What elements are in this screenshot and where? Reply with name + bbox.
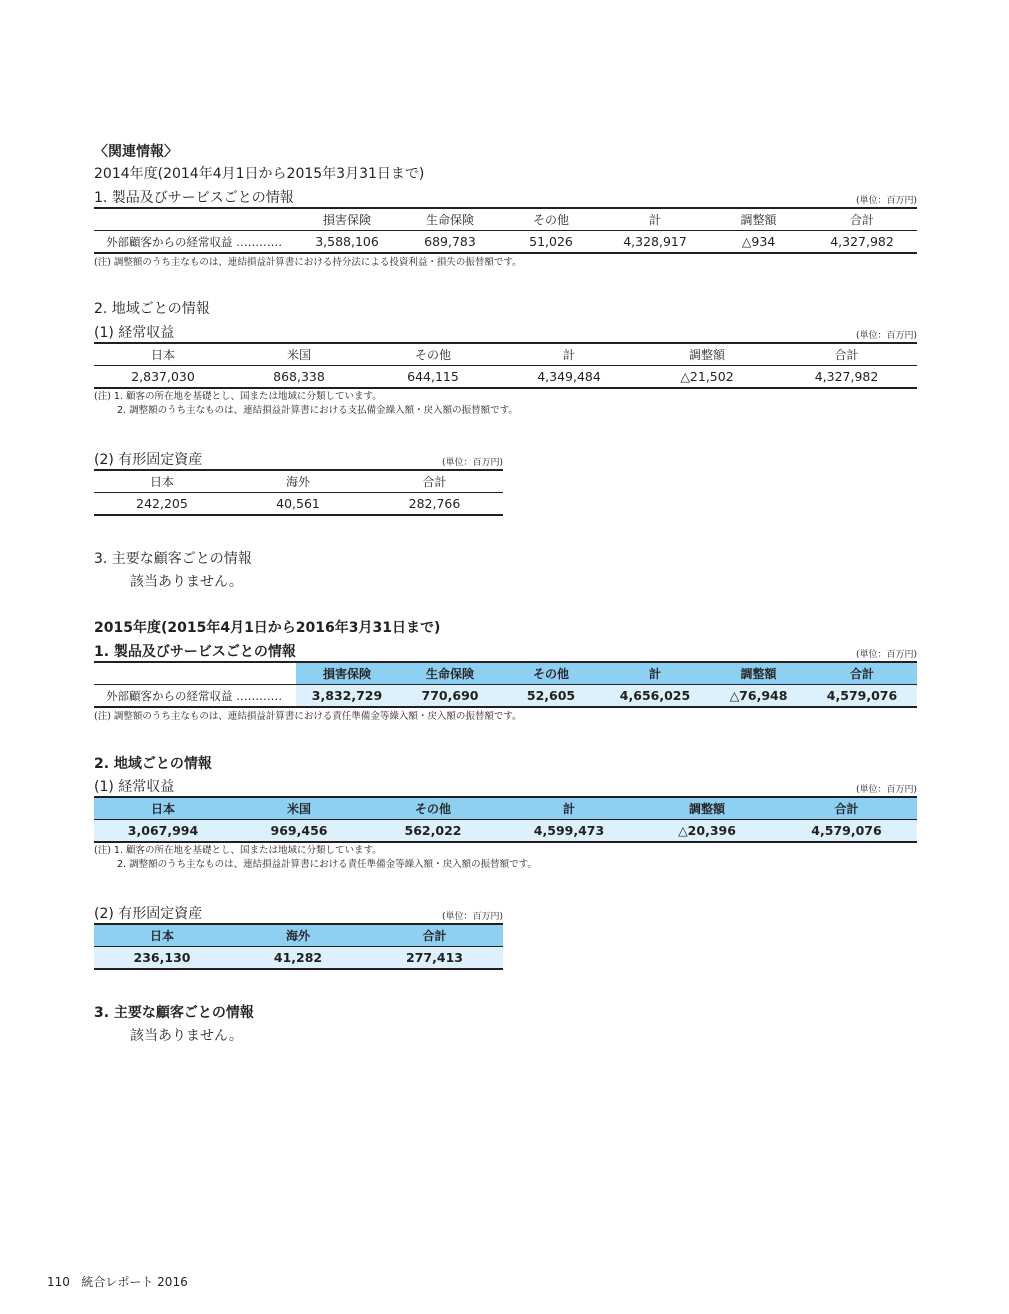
table-cell: 3,588,106 xyxy=(296,231,398,254)
table-header-cell: 損害保険 xyxy=(296,208,398,231)
fy2014-revenue-title: (1) 経常収益 xyxy=(94,325,175,341)
fy2015-customer-title: 3. 主要な顧客ごとの情報 xyxy=(94,1005,254,1021)
table-cell: 4,327,982 xyxy=(807,231,917,254)
table-header-cell: 生命保険 xyxy=(398,662,502,685)
table-cell: 277,413 xyxy=(366,947,503,970)
table-cell: 242,205 xyxy=(94,493,230,516)
table-header-cell: 海外 xyxy=(230,924,366,947)
table-header-cell: 計 xyxy=(500,797,638,820)
table-header-row xyxy=(94,924,503,947)
table-cell: 4,327,982 xyxy=(776,366,917,389)
fy2015-revenue-unit: (単位：百万円) xyxy=(855,785,917,795)
table-cell: 562,022 xyxy=(366,820,500,843)
row-label: 外部顧客からの経常収益 ………… xyxy=(94,231,296,254)
table-header-row xyxy=(94,470,503,493)
page-footer xyxy=(47,1273,188,1290)
table-header-cell: 調整額 xyxy=(710,208,807,231)
table-header-blank xyxy=(94,208,296,231)
table-header-cell: 米国 xyxy=(232,797,366,820)
table-cell: 4,599,473 xyxy=(500,820,638,843)
fy2015-product-note: (注) 調整額のうち主なものは、連結損益計算書における責任準備金等繰入額・戻入額の振替額です。 xyxy=(94,711,522,722)
table-header-row xyxy=(94,343,917,366)
table-header-cell: 計 xyxy=(600,208,710,231)
row-label: 外部顧客からの経常収益 ………… xyxy=(94,685,296,708)
table-cell: 868,338 xyxy=(232,366,366,389)
fy2014-product-note: (注) 調整額のうち主なものは、連結損益計算書における持分法による投資利益・損失の振替額です。 xyxy=(94,257,522,268)
table-cell: 4,328,917 xyxy=(600,231,710,254)
table-header-cell: その他 xyxy=(366,797,500,820)
table-header-cell: 計 xyxy=(500,343,638,366)
table-row xyxy=(94,231,917,254)
table-header-cell: 生命保険 xyxy=(398,208,502,231)
table-header-cell: 米国 xyxy=(232,343,366,366)
fy2014-assets-title: (2) 有形固定資産 xyxy=(94,452,203,468)
table-cell: △76,948 xyxy=(710,685,807,708)
fy2014-assets-unit: (単位：百万円) xyxy=(441,458,503,468)
table-header-cell: 損害保険 xyxy=(296,662,398,685)
table-row xyxy=(94,685,917,708)
table-row xyxy=(94,493,503,516)
fy2015-assets-unit: (単位：百万円) xyxy=(441,912,503,922)
table-header-row xyxy=(94,662,917,685)
table-header-cell: 合計 xyxy=(807,208,917,231)
fy2014-revenue-note-2: 2. 調整額のうち主なものは、連結損益計算書における支払備金繰入額・戻入額の振替額です。 xyxy=(117,405,518,416)
table-cell: 236,130 xyxy=(94,947,230,970)
table-header-cell: 海外 xyxy=(230,470,366,493)
table-cell: 4,579,076 xyxy=(807,685,917,708)
table-header-cell: 合計 xyxy=(366,470,503,493)
table-header-cell: 日本 xyxy=(94,343,232,366)
table-header-cell: 日本 xyxy=(94,470,230,493)
table-cell: 689,783 xyxy=(398,231,502,254)
table-header-row xyxy=(94,797,917,820)
table-cell: 4,656,025 xyxy=(600,685,710,708)
fy2015-revenue-table xyxy=(94,796,917,843)
table-header-cell: その他 xyxy=(502,662,600,685)
table-cell: 41,282 xyxy=(230,947,366,970)
fy2014-region-title: 2. 地域ごとの情報 xyxy=(94,301,210,317)
fy2014-period-title: 2014年度(2014年4月1日から2015年3月31日まで) xyxy=(94,166,425,182)
fy2015-product-title: 1. 製品及びサービスごとの情報 xyxy=(94,644,296,660)
table-cell: △21,502 xyxy=(638,366,776,389)
table-header-cell: 合計 xyxy=(776,343,917,366)
table-header-cell: 調整額 xyxy=(638,343,776,366)
fy2014-customer-title: 3. 主要な顧客ごとの情報 xyxy=(94,551,252,567)
table-row xyxy=(94,366,917,389)
table-header-cell: 合計 xyxy=(776,797,917,820)
table-row xyxy=(94,947,503,970)
fy2015-product-unit: (単位：百万円) xyxy=(855,650,917,660)
fy2014-revenue-note-1: (注) 1. 顧客の所在地を基礎とし、国または地域に分類しています。 xyxy=(94,391,382,402)
fy2014-product-table xyxy=(94,207,917,254)
table-cell: 4,349,484 xyxy=(500,366,638,389)
fy2015-assets-title: (2) 有形固定資産 xyxy=(94,906,203,922)
table-header-cell: 合計 xyxy=(807,662,917,685)
table-header-cell: その他 xyxy=(502,208,600,231)
table-cell: 51,026 xyxy=(502,231,600,254)
table-cell: 52,605 xyxy=(502,685,600,708)
table-cell: △20,396 xyxy=(638,820,776,843)
fy2015-period-title: 2015年度(2015年4月1日から2016年3月31日まで) xyxy=(94,620,441,636)
fy2015-revenue-title: (1) 経常収益 xyxy=(94,779,175,795)
table-cell: 969,456 xyxy=(232,820,366,843)
table-header-cell: 合計 xyxy=(366,924,503,947)
table-header-row xyxy=(94,208,917,231)
table-cell: 3,067,994 xyxy=(94,820,232,843)
report-name: 統合レポート 2016 xyxy=(81,1275,188,1289)
table-cell: 2,837,030 xyxy=(94,366,232,389)
related-info-title: 〈関連情報〉 xyxy=(94,144,178,160)
table-header-cell: その他 xyxy=(366,343,500,366)
fy2014-customer-text: 該当ありません。 xyxy=(130,574,243,590)
table-cell: △934 xyxy=(710,231,807,254)
fy2015-region-title: 2. 地域ごとの情報 xyxy=(94,756,212,772)
fy2014-product-title: 1. 製品及びサービスごとの情報 xyxy=(94,190,294,206)
table-header-cell: 計 xyxy=(600,662,710,685)
table-header-cell: 日本 xyxy=(94,924,230,947)
fy2015-customer-text: 該当ありません。 xyxy=(130,1028,243,1044)
fy2014-revenue-unit: (単位：百万円) xyxy=(855,331,917,341)
fy2014-revenue-table xyxy=(94,342,917,389)
fy2015-revenue-note-2: 2. 調整額のうち主なものは、連結損益計算書における責任準備金等繰入額・戻入額の振替額です。 xyxy=(117,859,537,870)
page-number: 110 xyxy=(47,1275,70,1289)
table-row xyxy=(94,820,917,843)
table-cell: 770,690 xyxy=(398,685,502,708)
table-header-blank xyxy=(94,662,296,685)
table-header-cell: 調整額 xyxy=(638,797,776,820)
fy2015-product-table xyxy=(94,661,917,708)
table-header-cell: 日本 xyxy=(94,797,232,820)
table-header-cell: 調整額 xyxy=(710,662,807,685)
table-cell: 3,832,729 xyxy=(296,685,398,708)
table-cell: 282,766 xyxy=(366,493,503,516)
fy2015-assets-table xyxy=(94,923,503,970)
fy2014-assets-table xyxy=(94,469,503,516)
fy2015-revenue-note-1: (注) 1. 顧客の所在地を基礎とし、国または地域に分類しています。 xyxy=(94,845,382,856)
table-cell: 644,115 xyxy=(366,366,500,389)
fy2014-product-unit: (単位：百万円) xyxy=(855,196,917,206)
table-cell: 4,579,076 xyxy=(776,820,917,843)
table-cell: 40,561 xyxy=(230,493,366,516)
